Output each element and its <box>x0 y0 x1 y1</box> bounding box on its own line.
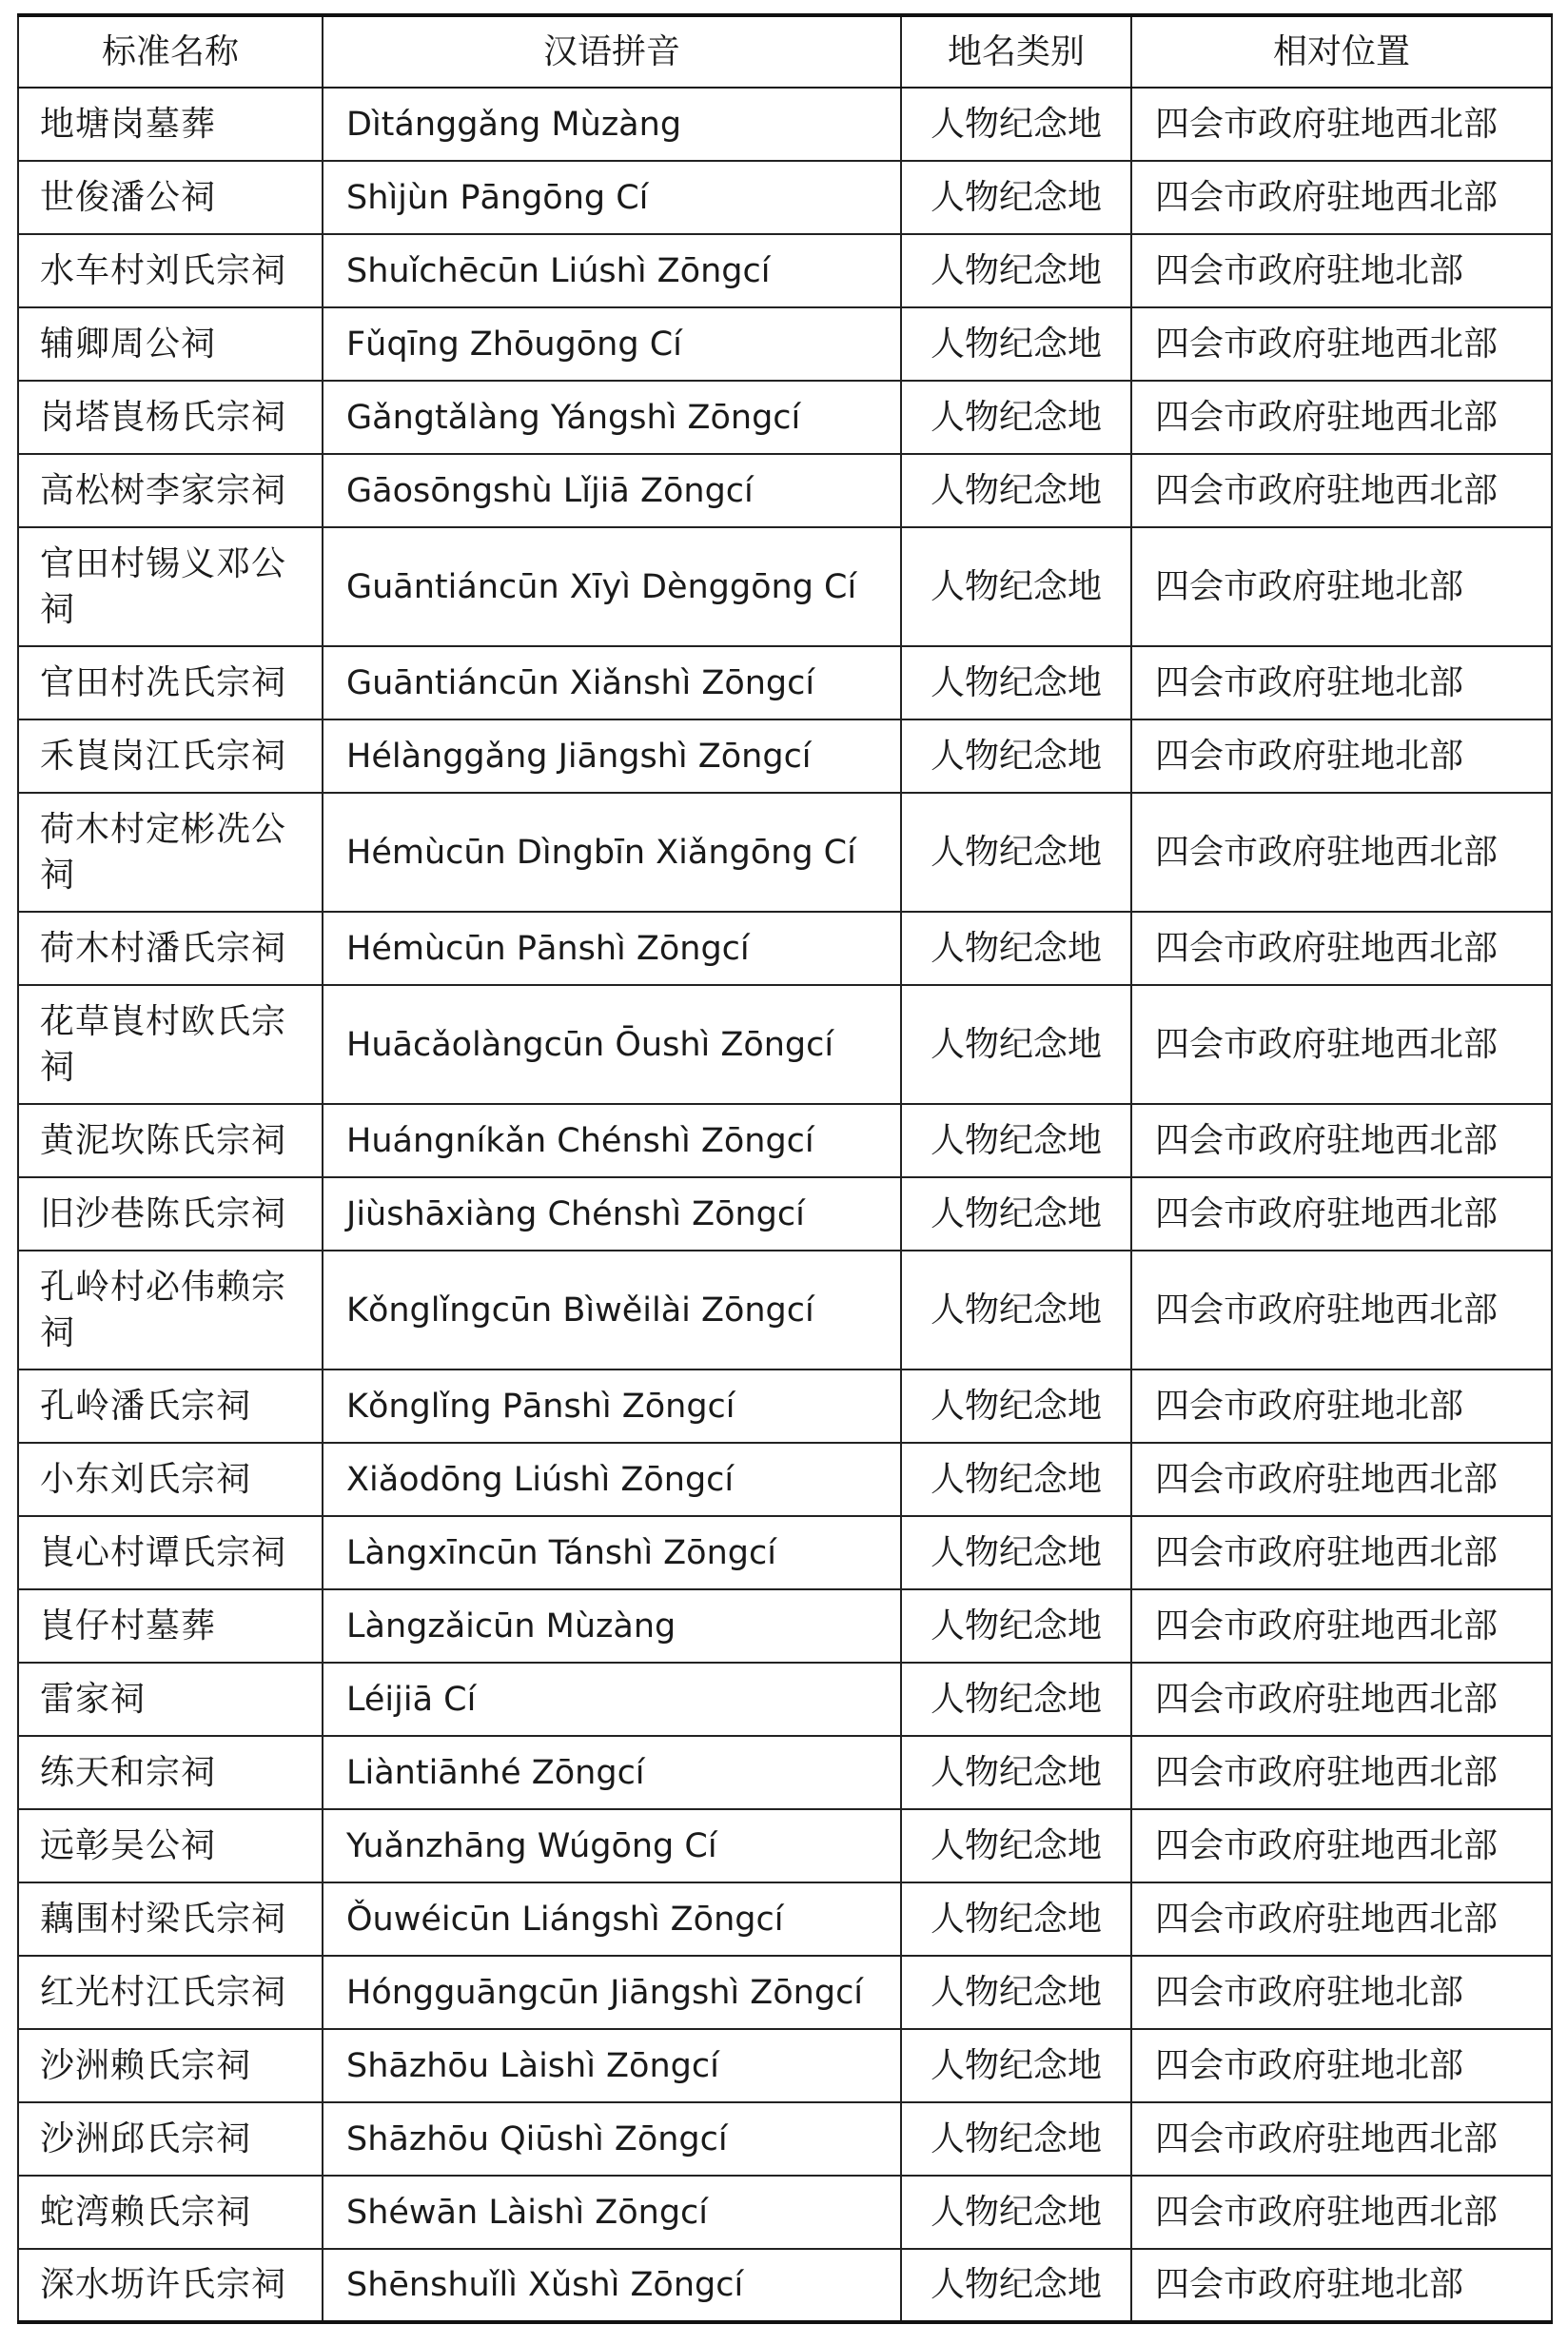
cell-location: 四会市政府驻地西北部 <box>1131 1251 1552 1370</box>
cell-location: 四会市政府驻地西北部 <box>1131 88 1552 161</box>
cell-standard-name: 辅卿周公祠 <box>18 307 323 381</box>
cell-location: 四会市政府驻地北部 <box>1131 719 1552 793</box>
table-row <box>18 1809 1552 1882</box>
cell-location: 四会市政府驻地西北部 <box>1131 1736 1552 1809</box>
cell-category: 人物纪念地 <box>901 1177 1131 1251</box>
cell-category: 人物纪念地 <box>901 1443 1131 1516</box>
cell-pinyin: Yuǎnzhāng Wúgōng Cí <box>323 1809 901 1882</box>
table-row <box>18 646 1552 719</box>
header-category: 地名类别 <box>901 15 1131 88</box>
cell-standard-name: 藕围村梁氏宗祠 <box>18 1882 323 1956</box>
header-pinyin: 汉语拼音 <box>323 15 901 88</box>
cell-pinyin: Hémùcūn Dìngbīn Xiǎngōng Cí <box>323 793 901 912</box>
cell-standard-name: 蛇湾赖氏宗祠 <box>18 2176 323 2249</box>
cell-location: 四会市政府驻地西北部 <box>1131 2102 1552 2176</box>
cell-category: 人物纪念地 <box>901 88 1131 161</box>
cell-pinyin: Shìjùn Pāngōng Cí <box>323 161 901 234</box>
cell-standard-name: 崀心村谭氏宗祠 <box>18 1516 323 1589</box>
table-row <box>18 1882 1552 1956</box>
cell-location: 四会市政府驻地西北部 <box>1131 1443 1552 1516</box>
cell-pinyin: Fǔqīng Zhōugōng Cí <box>323 307 901 381</box>
cell-location: 四会市政府驻地北部 <box>1131 1370 1552 1443</box>
cell-pinyin: Hémùcūn Pānshì Zōngcí <box>323 912 901 985</box>
table-row <box>18 793 1552 912</box>
cell-pinyin: Jiùshāxiàng Chénshì Zōngcí <box>323 1177 901 1251</box>
table-row <box>18 88 1552 161</box>
table-row <box>18 1663 1552 1736</box>
table-row <box>18 2102 1552 2176</box>
cell-category: 人物纪念地 <box>901 1589 1131 1663</box>
table-row <box>18 1589 1552 1663</box>
cell-location: 四会市政府驻地北部 <box>1131 234 1552 307</box>
table-row <box>18 234 1552 307</box>
cell-pinyin: Liàntiānhé Zōngcí <box>323 1736 901 1809</box>
table-row <box>18 1516 1552 1589</box>
header-location: 相对位置 <box>1131 15 1552 88</box>
cell-location: 四会市政府驻地西北部 <box>1131 985 1552 1104</box>
header-row <box>18 15 1552 88</box>
cell-standard-name: 沙洲邱氏宗祠 <box>18 2102 323 2176</box>
cell-pinyin: Shēnshuǐlì Xǔshì Zōngcí <box>323 2249 901 2322</box>
cell-standard-name: 地塘岗墓葬 <box>18 88 323 161</box>
cell-pinyin: Shāzhōu Qiūshì Zōngcí <box>323 2102 901 2176</box>
cell-pinyin: Shuǐchēcūn Liúshì Zōngcí <box>323 234 901 307</box>
table-row <box>18 2176 1552 2249</box>
cell-pinyin: Guāntiáncūn Xiǎnshì Zōngcí <box>323 646 901 719</box>
cell-category: 人物纪念地 <box>901 1736 1131 1809</box>
table-row <box>18 307 1552 381</box>
table-row <box>18 1370 1552 1443</box>
cell-standard-name: 旧沙巷陈氏宗祠 <box>18 1177 323 1251</box>
cell-standard-name: 荷木村定彬冼公祠 <box>18 793 323 912</box>
cell-location: 四会市政府驻地北部 <box>1131 527 1552 646</box>
cell-category: 人物纪念地 <box>901 912 1131 985</box>
cell-pinyin: Guāntiáncūn Xīyì Dènggōng Cí <box>323 527 901 646</box>
cell-location: 四会市政府驻地西北部 <box>1131 454 1552 527</box>
cell-category: 人物纪念地 <box>901 161 1131 234</box>
table-body <box>18 88 1552 2322</box>
cell-standard-name: 练天和宗祠 <box>18 1736 323 1809</box>
cell-pinyin: Hóngguāngcūn Jiāngshì Zōngcí <box>323 1956 901 2029</box>
cell-category: 人物纪念地 <box>901 1663 1131 1736</box>
cell-category: 人物纪念地 <box>901 1956 1131 2029</box>
table-row <box>18 454 1552 527</box>
cell-category: 人物纪念地 <box>901 307 1131 381</box>
cell-standard-name: 深水坜许氏宗祠 <box>18 2249 323 2322</box>
cell-pinyin: Dìtánggǎng Mùzàng <box>323 88 901 161</box>
cell-pinyin: Xiǎodōng Liúshì Zōngcí <box>323 1443 901 1516</box>
cell-pinyin: Gǎngtǎlàng Yángshì Zōngcí <box>323 381 901 454</box>
cell-pinyin: Kǒnglǐng Pānshì Zōngcí <box>323 1370 901 1443</box>
cell-standard-name: 黄泥坎陈氏宗祠 <box>18 1104 323 1177</box>
cell-category: 人物纪念地 <box>901 2102 1131 2176</box>
cell-pinyin: Shéwān Làishì Zōngcí <box>323 2176 901 2249</box>
cell-location: 四会市政府驻地西北部 <box>1131 1177 1552 1251</box>
cell-location: 四会市政府驻地西北部 <box>1131 1882 1552 1956</box>
cell-location: 四会市政府驻地西北部 <box>1131 1809 1552 1882</box>
cell-pinyin: Làngxīncūn Tánshì Zōngcí <box>323 1516 901 1589</box>
cell-category: 人物纪念地 <box>901 2029 1131 2102</box>
cell-category: 人物纪念地 <box>901 793 1131 912</box>
cell-standard-name: 孔岭潘氏宗祠 <box>18 1370 323 1443</box>
cell-location: 四会市政府驻地西北部 <box>1131 1516 1552 1589</box>
table-row <box>18 1736 1552 1809</box>
cell-location: 四会市政府驻地西北部 <box>1131 381 1552 454</box>
cell-standard-name: 崀仔村墓葬 <box>18 1589 323 1663</box>
cell-standard-name: 花草崀村欧氏宗祠 <box>18 985 323 1104</box>
table-row <box>18 1251 1552 1370</box>
cell-category: 人物纪念地 <box>901 646 1131 719</box>
cell-category: 人物纪念地 <box>901 2176 1131 2249</box>
cell-standard-name: 小东刘氏宗祠 <box>18 1443 323 1516</box>
cell-pinyin: Ǒuwéicūn Liángshì Zōngcí <box>323 1882 901 1956</box>
cell-location: 四会市政府驻地西北部 <box>1131 161 1552 234</box>
cell-category: 人物纪念地 <box>901 381 1131 454</box>
cell-location: 四会市政府驻地西北部 <box>1131 1104 1552 1177</box>
cell-standard-name: 孔岭村必伟赖宗祠 <box>18 1251 323 1370</box>
cell-standard-name: 禾崀岗江氏宗祠 <box>18 719 323 793</box>
cell-category: 人物纪念地 <box>901 719 1131 793</box>
cell-standard-name: 红光村江氏宗祠 <box>18 1956 323 2029</box>
cell-location: 四会市政府驻地西北部 <box>1131 1663 1552 1736</box>
cell-standard-name: 岗塔崀杨氏宗祠 <box>18 381 323 454</box>
cell-standard-name: 雷家祠 <box>18 1663 323 1736</box>
cell-location: 四会市政府驻地西北部 <box>1131 793 1552 912</box>
table-row <box>18 161 1552 234</box>
cell-location: 四会市政府驻地西北部 <box>1131 307 1552 381</box>
cell-pinyin: Shāzhōu Làishì Zōngcí <box>323 2029 901 2102</box>
cell-standard-name: 水车村刘氏宗祠 <box>18 234 323 307</box>
header-standard-name: 标准名称 <box>18 15 323 88</box>
cell-standard-name: 沙洲赖氏宗祠 <box>18 2029 323 2102</box>
cell-standard-name: 官田村锡义邓公祠 <box>18 527 323 646</box>
table-row <box>18 985 1552 1104</box>
cell-location: 四会市政府驻地北部 <box>1131 646 1552 719</box>
table-row <box>18 2249 1552 2322</box>
cell-location: 四会市政府驻地西北部 <box>1131 1589 1552 1663</box>
cell-location: 四会市政府驻地北部 <box>1131 1956 1552 2029</box>
cell-category: 人物纪念地 <box>901 1882 1131 1956</box>
table-row <box>18 527 1552 646</box>
cell-location: 四会市政府驻地北部 <box>1131 2249 1552 2322</box>
table-row <box>18 719 1552 793</box>
place-name-table <box>17 13 1553 2324</box>
cell-standard-name: 荷木村潘氏宗祠 <box>18 912 323 985</box>
cell-pinyin: Kǒnglǐngcūn Bìwěilài Zōngcí <box>323 1251 901 1370</box>
table-row <box>18 2029 1552 2102</box>
cell-location: 四会市政府驻地西北部 <box>1131 912 1552 985</box>
cell-category: 人物纪念地 <box>901 527 1131 646</box>
cell-category: 人物纪念地 <box>901 234 1131 307</box>
cell-category: 人物纪念地 <box>901 1516 1131 1589</box>
gazetteer-page <box>17 13 1551 2324</box>
table-row <box>18 381 1552 454</box>
cell-category: 人物纪念地 <box>901 2249 1131 2322</box>
cell-location: 四会市政府驻地北部 <box>1131 2029 1552 2102</box>
cell-standard-name: 远彰吴公祠 <box>18 1809 323 1882</box>
cell-standard-name: 官田村冼氏宗祠 <box>18 646 323 719</box>
cell-pinyin: Làngzǎicūn Mùzàng <box>323 1589 901 1663</box>
cell-category: 人物纪念地 <box>901 1809 1131 1882</box>
table-row <box>18 912 1552 985</box>
cell-location: 四会市政府驻地西北部 <box>1131 2176 1552 2249</box>
table-row <box>18 1956 1552 2029</box>
cell-pinyin: Léijiā Cí <box>323 1663 901 1736</box>
cell-standard-name: 高松树李家宗祠 <box>18 454 323 527</box>
cell-category: 人物纪念地 <box>901 985 1131 1104</box>
cell-category: 人物纪念地 <box>901 1104 1131 1177</box>
table-row <box>18 1104 1552 1177</box>
table-row <box>18 1443 1552 1516</box>
cell-pinyin: Hélànggǎng Jiāngshì Zōngcí <box>323 719 901 793</box>
cell-pinyin: Huángníkǎn Chénshì Zōngcí <box>323 1104 901 1177</box>
cell-pinyin: Gāosōngshù Lǐjiā Zōngcí <box>323 454 901 527</box>
cell-category: 人物纪念地 <box>901 1251 1131 1370</box>
cell-category: 人物纪念地 <box>901 1370 1131 1443</box>
cell-pinyin: Huācǎolàngcūn Ōushì Zōngcí <box>323 985 901 1104</box>
table-row <box>18 1177 1552 1251</box>
cell-category: 人物纪念地 <box>901 454 1131 527</box>
cell-standard-name: 世俊潘公祠 <box>18 161 323 234</box>
